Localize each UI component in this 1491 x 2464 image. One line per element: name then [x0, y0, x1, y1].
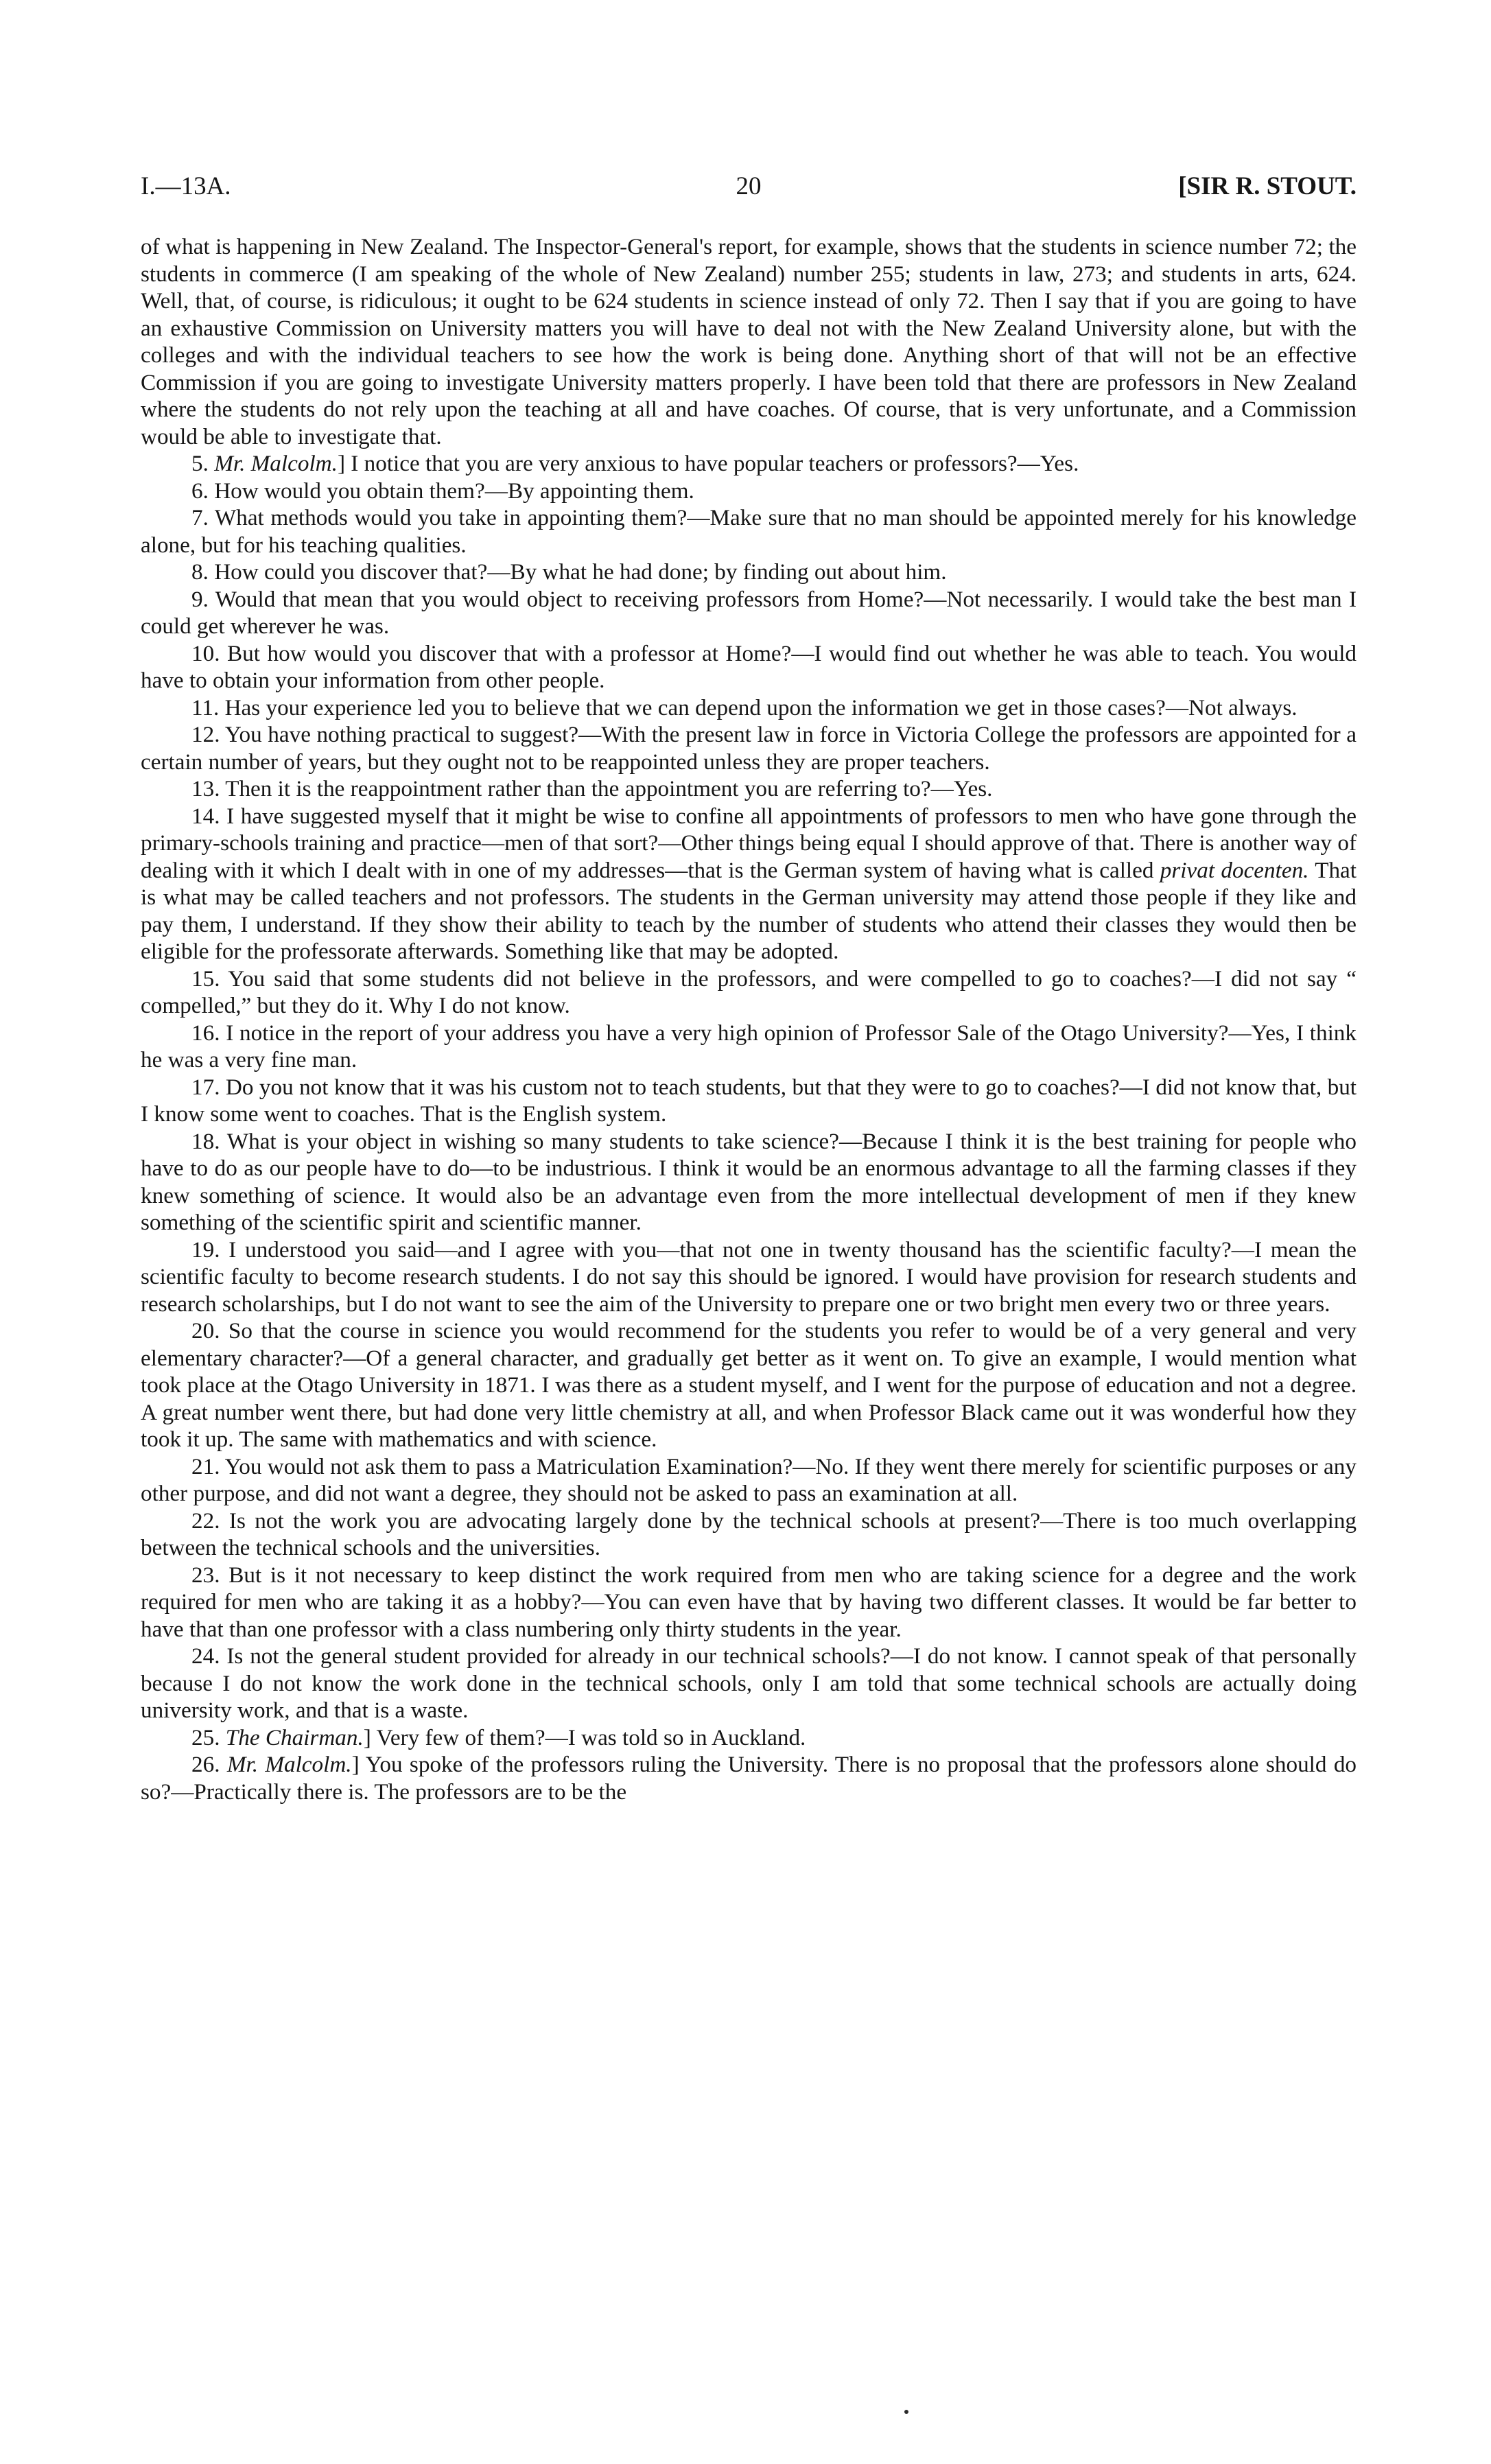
question-number: 18. [191, 1128, 220, 1154]
question-number: 17. [191, 1074, 220, 1100]
question-25: 25. The Chairman.] Very few of them?—I was told so in Auckland. [191, 1724, 806, 1750]
question-text: I have suggested myself that it might be wise to confine all appointments of professors to men who have gone through the primary-schools training and practice—men of that sort?—Other things being equal I should approve of that. There is another way of dealing with it which I dealt with in one of my addresses—that is the German system of having what is called [141, 803, 1357, 883]
question-text: Then it is the reappointment rather than the appointment you are referring to?—Yes. [225, 776, 993, 801]
question-12 [141, 721, 1357, 775]
question-20 [141, 1317, 1357, 1453]
question-number: 9. [191, 586, 209, 612]
question-text: But is it not necessary to keep distinct the work required from men who are taking science for a degree and the work required for men who are taking it as a hobby?—You can even have that by having two different classes. It would be far better to have that than one professor with a class numbering only thirty students in the year. [141, 1562, 1357, 1642]
question-19 [141, 1236, 1357, 1318]
paragraph-continuation: of what is happening in New Zealand. The Inspector-General's report, for example, shows that the students in science number 72; the students in commerce (I am speaking of the whole of New Zealand) number 255; students in law, 273; and students in arts, 624. Well, that, of course, is ridiculous; it ought to be 624 students in science instead of only 72. Then I say that if you are going to have an exhaustive Commission on University matters you will have to deal not with the New Zealand University alone, but with the colleges and with the individual teachers to see how the work is being done. Anything short of that will not be an effective Commission if you are going to investigate University matters properly. I have been told that there are professors in New Zealand where the students do not rely upon the teaching at all and have coaches. Of course, that is very unfortunate, and a Commission would be able to investigate that. [141, 234, 1357, 449]
evidence-text [141, 233, 1357, 1805]
question-text: I notice that you are very anxious to have popular teachers or professors?—Yes. [351, 451, 1079, 476]
question-text: Very few of them?—I was told so in Auckland. [376, 1724, 806, 1750]
question-10 [141, 640, 1357, 694]
question-number: 15. [191, 965, 220, 992]
question-text: You would not ask them to pass a Matriculation Examination?—No. If they went there merely for scientific purposes or any other purpose, and did not want a degree, they should not be asked to pass an examination at all. [141, 1453, 1357, 1506]
question-text: You have nothing practical to suggest?—With the present law in force in Victoria College the professors are appointed for a certain number of years, but they ought not to be reappointed unless they are proper teachers. [141, 722, 1357, 775]
question-13 [141, 775, 1357, 803]
question-number: 12. [191, 722, 220, 747]
question-text: Has your experience led you to believe that we can depend upon the information we get in those cases?—Not always. [224, 694, 1298, 720]
question-22 [141, 1507, 1357, 1562]
question-number: 8. [191, 559, 209, 585]
question-number: 11. [191, 694, 220, 720]
question-number: 7. [191, 505, 209, 530]
question-text: How would you obtain them?—By appointing them. [214, 478, 694, 504]
question-7 [141, 504, 1357, 559]
question-15 [141, 965, 1357, 1020]
question-text: Do you not know that it was his custom not to teach students, but that they were to go to coaches?—I did not know that, but I know some went to coaches. That is the English system. [141, 1074, 1357, 1127]
question-number: 25. [191, 1724, 220, 1750]
question-number: 21. [191, 1453, 220, 1479]
question-number: 16. [191, 1020, 220, 1046]
question-21 [141, 1453, 1357, 1507]
question-17 [141, 1074, 1357, 1128]
question-14 [141, 803, 1357, 965]
speaker-running-head: [SIR R. STOUT. [1178, 172, 1357, 200]
document-reference: I.—13A. [141, 172, 231, 200]
question-number: 22. [191, 1507, 220, 1534]
speaker-name: Mr. Malcolm. [214, 451, 338, 476]
question-9 [141, 586, 1357, 640]
question-16 [141, 1020, 1357, 1074]
question-number: 24. [191, 1643, 220, 1669]
question-number: 10. [191, 640, 220, 666]
question-5: 5. Mr. Malcolm.] I notice that you are very anxious to have popular teachers or professors?—Yes. [191, 451, 1079, 476]
question-text: But how would you discover that with a professor at Home?—I would find out whether he was able to teach. You would have to obtain your information from other people. [141, 640, 1357, 693]
question-text: You spoke of the professors ruling the University. There is no proposal that the professors alone should do so?—Practically there is. The professors are to be the [141, 1752, 1357, 1805]
question-text: Is not the general student provided for already in our technical schools?—I do not know. I cannot speak of that personally because I do not know the work done in the technical schools, only I am told that some technical schools are actually doing university work, and that is a waste. [141, 1643, 1357, 1723]
question-number: 13. [191, 776, 220, 801]
question-number: 19. [191, 1236, 220, 1263]
question-text: I notice in the report of your address you have a very high opinion of Professor Sale of the Otago University?—Yes, I think he was a very fine man. [141, 1020, 1357, 1072]
speaker-name: The Chairman. [225, 1724, 364, 1750]
question-number: 26. [191, 1752, 220, 1777]
question-number: 20. [191, 1318, 220, 1344]
foreign-term: privat docenten. [1160, 857, 1309, 883]
question-11 [141, 694, 1357, 722]
page-header [141, 172, 1357, 213]
question-text: Would that mean that you would object to receiving professors from Home?—Not necessarily. I would take the best man I could get wherever he was. [141, 586, 1357, 639]
page-number: 20 [736, 172, 762, 200]
question-text: What methods would you take in appointing them?—Make sure that no man should be appointed merely for his knowledge alone, but for his teaching qualities. [141, 505, 1357, 558]
question-number: 23. [191, 1562, 220, 1588]
question-24 [141, 1643, 1357, 1724]
question-text-continued: That is what may be called teachers and not professors. The students in the German university may attend those people if they like and pay them, I understand. If they show their ability to teach by the number of students who attend their classes they would then be eligible for the professorate afterwards. Something like that may be adopted. [141, 857, 1357, 964]
scan-speck [904, 2410, 908, 2414]
question-text: So that the course in science you would recommend for the students you refer to would be of a very general and very elementary character?—Of a general character, and gradually get better as it went on. To give an example, I would mention what took place at the Otago University in 1871. I was there as a student myself, and I went for the purpose of education and not a degree. A great number went there, but had done very little chemistry at all, and when Professor Black came out it was wonderful how they took it up. The same with mathematics and with science. [141, 1318, 1357, 1452]
question-23 [141, 1562, 1357, 1643]
question-26: 26. Mr. Malcolm.] You spoke of the professors ruling the University. There is no proposal that the professors alone should do so?—Practically there is. The professors are to be the [141, 1752, 1357, 1805]
question-number: 14. [191, 803, 220, 829]
question-text: Is not the work you are advocating largely done by the technical schools at present?—There is too much overlapping between the technical schools and the universities. [141, 1507, 1357, 1560]
question-number: 5. [191, 451, 209, 476]
question-text: How could you discover that?—By what he had done; by finding out about him. [214, 559, 947, 585]
question-6 [141, 478, 1357, 505]
question-18 [141, 1128, 1357, 1236]
question-number: 6. [191, 478, 209, 504]
question-8 [141, 559, 1357, 586]
question-text: What is your object in wishing so many students to take science?—Because I think it is the best training for people who have to do as our people have to do—to be industrious. I think it would be an enormous advantage to all the farming classes if they knew something of science. It would also be an advantage even from the more intellectual development of men if they knew something of the scientific spirit and scientific manner. [141, 1128, 1357, 1235]
question-text: I understood you said—and I agree with you—that not one in twenty thousand has the scientific faculty?—I mean the scientific faculty to become research students. I do not say this should be ignored. I would have provision for research students and research scholarships, but I do not want to see the aim of the University to prepare one or two bright men every two or three years. [141, 1236, 1357, 1317]
question-text: You said that some students did not believe in the professors, and were compelled to go to coaches?—I did not say “ compelled,” but they do it. Why I do not know. [141, 965, 1357, 1018]
speaker-name: Mr. Malcolm. [226, 1752, 352, 1777]
